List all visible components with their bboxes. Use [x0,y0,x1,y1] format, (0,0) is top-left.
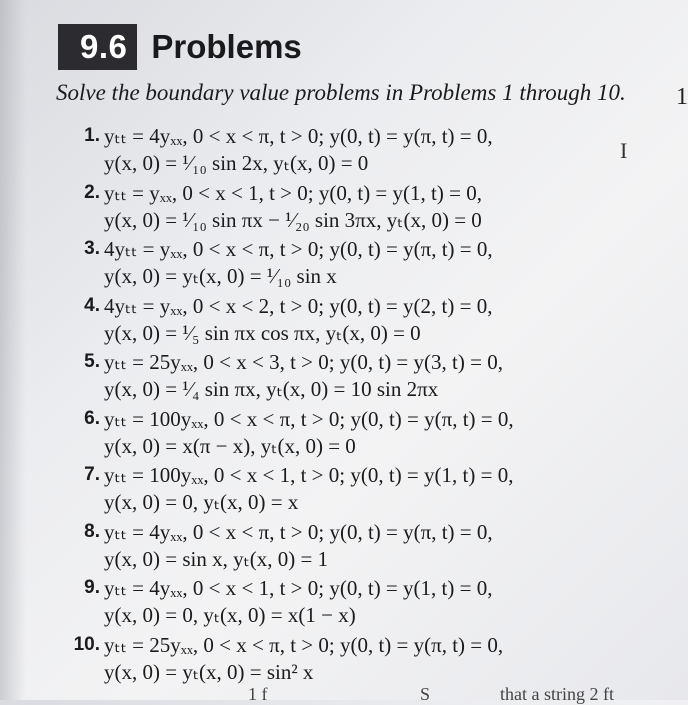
problem-equation: yₜₜ = 4yₓₓ, 0 < x < π, t > 0; y(0, t) = y(π, t) = 0, [104,124,493,148]
problem-conditions: y(x, 0) = ¹⁄₁₀ sin πx − ¹⁄₂₀ sin 3πx, yₜ(x, 0) = 0 [104,207,482,232]
problem-item [70,235,680,292]
problem-conditions: y(x, 0) = ¹⁄₅ sin πx cos πx, yₜ(x, 0) = 0 [104,320,421,345]
cut-off-text: S [420,684,431,704]
cut-off-text: that a string 2 ft [500,684,614,704]
problem-number: 6. [84,407,100,429]
text-cursor-icon: I [620,138,628,163]
problem-item [70,518,680,575]
problem-item [70,122,680,179]
section-number: 9.6 [58,24,137,70]
problem-equation: yₜₜ = 25yₓₓ, 0 < x < 3, t > 0; y(0, t) = y(3, t) = 0, [104,350,503,374]
problem-number: 2. [84,181,100,203]
problem-number: 9. [84,577,100,598]
problem-item [70,631,680,688]
problem-item [70,574,680,631]
page-shadow [0,0,26,700]
problem-equation: yₜₜ = 25yₓₓ, 0 < x < π, t > 0; y(0, t) = y(π, t) = 0, [104,632,504,657]
margin-fragment: 1 [676,84,688,110]
problem-equation: yₜₜ = 100yₓₓ, 0 < x < π, t > 0; y(0, t) = y(π, t) = 0, [104,406,514,431]
problem-conditions: y(x, 0) = 0, yₜ(x, 0) = x(1 − x) [104,603,356,627]
problem-number: 4. [84,294,100,316]
problem-conditions: y(x, 0) = yₜ(x, 0) = ¹⁄₁₀ sin x [104,264,337,288]
problem-conditions: y(x, 0) = ¹⁄₁₀ sin 2x, yₜ(x, 0) = 0 [104,151,369,175]
problem-equation: 4yₜₜ = yₓₓ, 0 < x < 2, t > 0; y(0, t) = y(2, t) = 0, [104,293,493,318]
problem-list [70,122,680,687]
problem-item [70,292,680,349]
problem-number: 1. [84,125,100,146]
section-header [58,24,302,70]
problem-conditions: y(x, 0) = 0, yₜ(x, 0) = x [104,490,299,514]
problem-conditions: y(x, 0) = x(π − x), yₜ(x, 0) = 0 [104,433,356,458]
problem-number: 3. [84,238,100,259]
problem-item [70,179,680,236]
section-title: Problems [151,28,302,65]
problem-number: 10. [73,633,100,655]
problem-equation: yₜₜ = 4yₓₓ, 0 < x < 1, t > 0; y(0, t) = y(1, t) = 0, [104,576,493,600]
problem-number: 8. [84,520,100,542]
problem-conditions: y(x, 0) = yₜ(x, 0) = sin² x [104,659,314,684]
problem-equation: yₜₜ = 100yₓₓ, 0 < x < 1, t > 0; y(0, t) = y(1, t) = 0, [104,463,514,487]
problem-equation: yₜₜ = yₓₓ, 0 < x < 1, t > 0; y(0, t) = y(1, t) = 0, [104,180,482,205]
problem-number: 5. [84,351,100,372]
problem-equation: 4yₜₜ = yₓₓ, 0 < x < π, t > 0; y(0, t) = y(π, t) = 0, [104,237,493,261]
instructions-text: Solve the boundary value problems in Problems 1 through 10. [56,80,626,105]
problem-conditions: y(x, 0) = sin x, yₜ(x, 0) = 1 [104,546,329,571]
cut-off-text: 1 f [248,684,268,704]
problem-item [70,405,680,462]
problem-conditions: y(x, 0) = ¹⁄₄ sin πx, yₜ(x, 0) = 10 sin 2πx [104,377,439,401]
problem-item [70,461,680,518]
problem-number: 7. [84,464,100,485]
problem-equation: yₜₜ = 4yₓₓ, 0 < x < π, t > 0; y(0, t) = y(π, t) = 0, [104,519,493,544]
problem-item [70,348,680,405]
